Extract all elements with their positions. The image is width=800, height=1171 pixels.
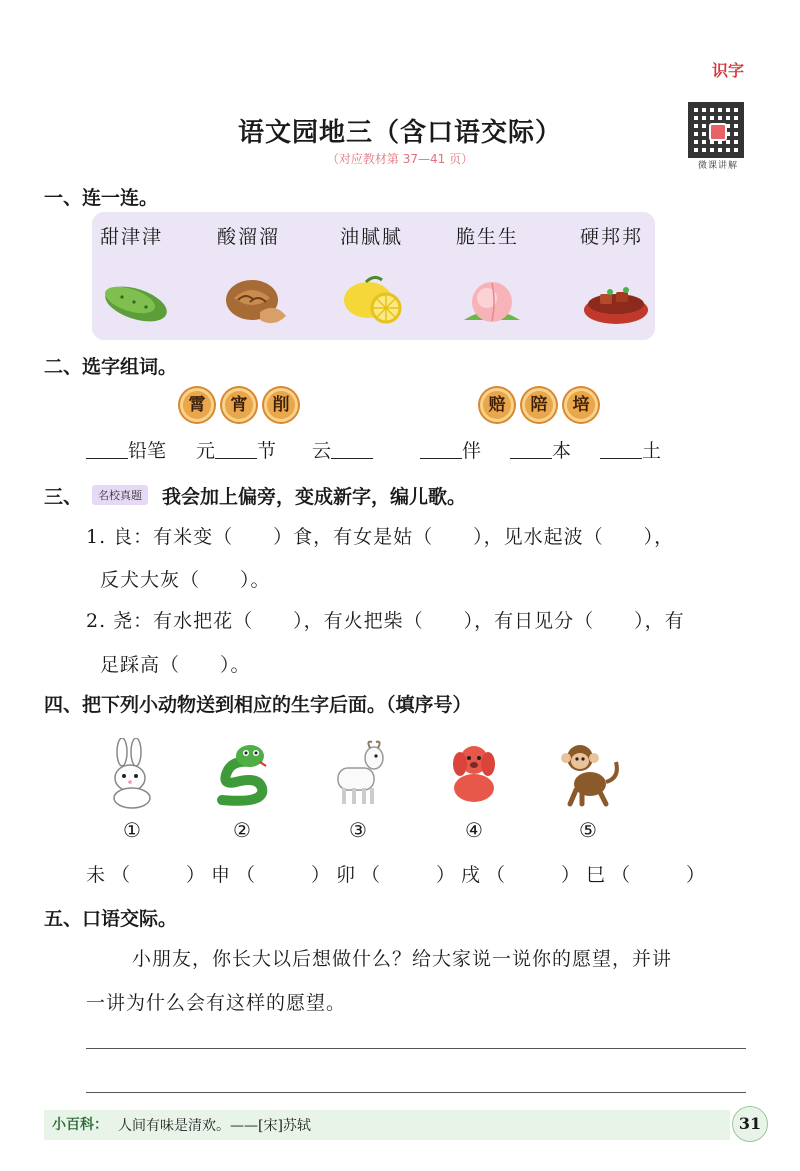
word-blank-1: 铅笔 [86,436,166,463]
word-blank-3: 云 [312,436,373,463]
word-blank-6: 土 [600,436,661,463]
corner-tag: 识字 [712,61,745,80]
dog-icon [438,738,510,810]
answer-blank[interactable] [215,440,257,459]
q2-line2: 足踩高（ ）。 [100,654,251,676]
goat-icon [322,738,394,810]
zodiac-answers: 未（ ）申（ ）卯（ ）戌（ ）巳（ ） [86,864,712,886]
answer-blank[interactable] [510,440,552,459]
page-number: 31 [732,1106,768,1142]
famous-school-tag: 名校真题 [92,485,148,505]
page-subtitle: （对应教材第 37—41 页） [326,152,474,166]
animal-number-1: ① [123,818,141,842]
snake-icon [206,738,278,810]
match-word-4: 脆生生 [456,226,520,248]
monkey-icon [552,738,624,810]
char-badge: 宵 [222,388,256,422]
char-badge: 霄 [180,388,214,422]
section4-heading: 四、把下列小动物送到相应的生字后面。（填序号） [44,694,472,716]
match-word-5: 硬邦邦 [580,226,644,248]
char-badge: 培 [564,388,598,422]
q1-line1: 1. 良：有米变（ ）食，有女是姑（ ），见水起波（ ）， [86,526,675,548]
animal-number-5: ⑤ [579,818,597,842]
oral-prompt-line2: 一讲为什么会有这样的愿望。 [86,992,347,1014]
qr-caption: 微课讲解 [697,161,738,171]
footer-quote: 人间有味是清欢。——[宋]苏轼 [118,1118,311,1134]
word-blank-5: 本 [510,436,571,463]
animal-number-3: ③ [349,818,367,842]
writing-line-1[interactable] [86,1048,746,1049]
section5-heading: 五、口语交际。 [44,908,178,930]
answer-blank[interactable] [86,440,128,459]
writing-line-2[interactable] [86,1092,746,1093]
walnut-icon [220,272,292,330]
section1-heading: 一、连一连。 [44,187,159,209]
animal-number-2: ② [233,818,251,842]
char-badge: 削 [264,388,298,422]
answer-blank[interactable] [331,440,373,459]
section3-heading: 我会加上偏旁，变成新字，编儿歌。 [162,486,467,508]
section2-heading: 二、选字组词。 [44,356,178,378]
char-badge: 赔 [480,388,514,422]
match-word-1: 甜津津 [100,226,164,248]
q2-line1: 2. 尧：有水把花（ ），有火把柴（ ），有日见分（ ），有 [86,610,685,632]
page-title: 语文园地三（含口语交际） [237,118,562,148]
lemon-icon [340,272,412,330]
rabbit-icon [96,738,168,810]
q1-line2: 反犬大灰（ ）。 [100,569,271,591]
peach-icon [456,272,528,330]
oral-prompt-line1: 小朋友，你长大以后想做什么？给大家说一说你的愿望，并讲 [132,948,673,970]
section3-heading-prefix: 三、 [44,486,83,508]
match-word-3: 油腻腻 [340,226,404,248]
answer-blank[interactable] [600,440,642,459]
char-badge: 陪 [522,388,556,422]
cucumber-icon [100,272,172,330]
footer-tag: 小百科： [52,1117,108,1133]
braised-meat-icon [580,272,652,330]
animal-number-4: ④ [465,818,483,842]
word-blank-2: 元 节 [196,440,277,462]
match-word-2: 酸溜溜 [217,226,281,248]
word-blank-4: 伴 [420,436,481,463]
answer-blank[interactable] [420,440,462,459]
